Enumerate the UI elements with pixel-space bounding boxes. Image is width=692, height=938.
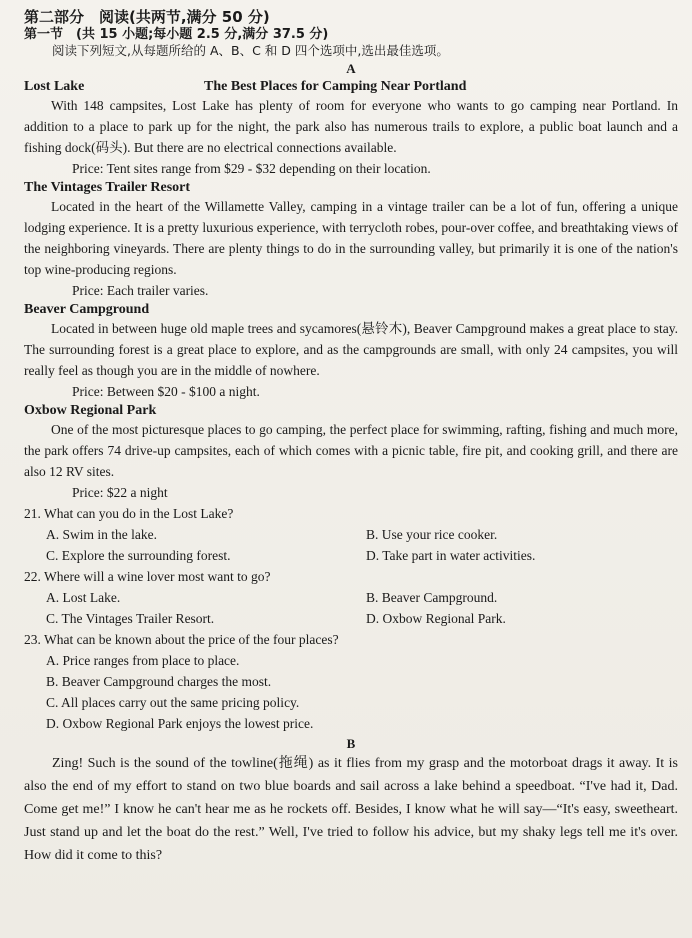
section-text: With 148 campsites, Lost Lake has plenty of room for everyone who wants to go camping near Portland. In addition to a place to park up for the night, the park also has numerous trails to explore, a public boat launch and a fishing dock(码头). But there are no electrical connections available. — [24, 97, 678, 155]
passage-b-letter: B — [346, 735, 356, 751]
passage-a-title-row — [24, 79, 678, 95]
section-text: Located in between huge old maple trees and sycamores(悬铃木), Beaver Campground makes a great place to stay. The surrounding forest is a great place to explore, and as the campgrounds are small, with only 24 campsites, you will really feel as though you are in the middle of nowhere. — [24, 320, 678, 378]
option-c[interactable]: C. All places carry out the same pricing policy. — [46, 694, 300, 710]
option-d[interactable]: D. Oxbow Regional Park enjoys the lowest price. — [46, 715, 314, 731]
option-b[interactable]: B. Use your rice cooker. — [366, 526, 498, 542]
option-c[interactable]: C. The Vintages Trailer Resort. — [46, 610, 215, 626]
section-text: Located in the heart of the Willamette Valley, camping in a vintage trailer can be a lot of fun, offering a unique lodging experience. It is a pretty luxurious experience, with terrycloth robes, pour-over coffee, and breathtaking views of the neighboring vineyards. There are plenty things to do in the surrounding valley, but primarily it is one of the nation's top wine-producing regions. — [24, 198, 678, 277]
question-stem: 23. What can be known about the price of the four places? — [24, 631, 339, 647]
option-a[interactable]: A. Price ranges from place to place. — [46, 652, 240, 668]
option-a[interactable]: A. Lost Lake. — [46, 589, 121, 605]
question-options — [24, 524, 678, 566]
question-options — [24, 650, 678, 734]
option-c[interactable]: C. Explore the surrounding forest. — [46, 547, 231, 563]
passage-a-letter: A — [346, 60, 356, 76]
section-heading: Lost Lake — [24, 78, 85, 94]
part-header: 第二部分 阅读(共两节,满分 50 分) — [24, 8, 270, 26]
section-heading: Oxbow Regional Park — [24, 402, 157, 418]
instruction: 阅读下列短文,从每题所给的 A、B、C 和 D 四个选项中,选出最佳选项。 — [52, 43, 449, 58]
section-price: Price: Tent sites range from $29 - $32 depending on their location. — [72, 160, 431, 176]
option-b[interactable]: B. Beaver Campground. — [366, 589, 498, 605]
question-stem: 21. What can you do in the Lost Lake? — [24, 505, 234, 521]
question-stem: 22. Where will a wine lover most want to go? — [24, 568, 271, 584]
section-price: Price: $22 a night — [72, 484, 168, 500]
option-d[interactable]: D. Take part in water activities. — [366, 547, 536, 563]
section-heading: Beaver Campground — [24, 301, 150, 317]
option-b[interactable]: B. Beaver Campground charges the most. — [46, 673, 272, 689]
passage-a-title: The Best Places for Camping Near Portland — [204, 78, 467, 94]
option-d[interactable]: D. Oxbow Regional Park. — [366, 610, 506, 626]
section-price: Price: Each trailer varies. — [72, 282, 209, 298]
section-text: One of the most picturesque places to go camping, the perfect place for swimming, rafting, fishing and much more, the park offers 74 drive-up campsites, each of which comes with a picnic table, fire pit, and cooking grill, and there are also 12 RV sites. — [24, 421, 678, 479]
section-header: 第一节 (共 15 小题;每小题 2.5 分,满分 37.5 分) — [24, 26, 329, 42]
option-a[interactable]: A. Swim in the lake. — [46, 526, 157, 542]
section-heading: The Vintages Trailer Resort — [24, 179, 191, 195]
passage-b-text: Zing! Such is the sound of the towline(拖绳) as it flies from my grasp and the motorboat drags it away. It is also the end of my effort to stand on two blue boards and sail across a lake behind a speedboat. “I've had it, Dad. Come get me!” I know he can't hear me as he rockets off. Besides, I know what he will say—“It's easy, sweetheart. Just stand up and let the boat do the rest.” Well, I've tried to follow his advice, but my shaky legs tell me it's over. How did it come to this? — [24, 755, 678, 863]
section-price: Price: Between $20 - $100 a night. — [72, 383, 260, 399]
question-options — [24, 587, 678, 629]
